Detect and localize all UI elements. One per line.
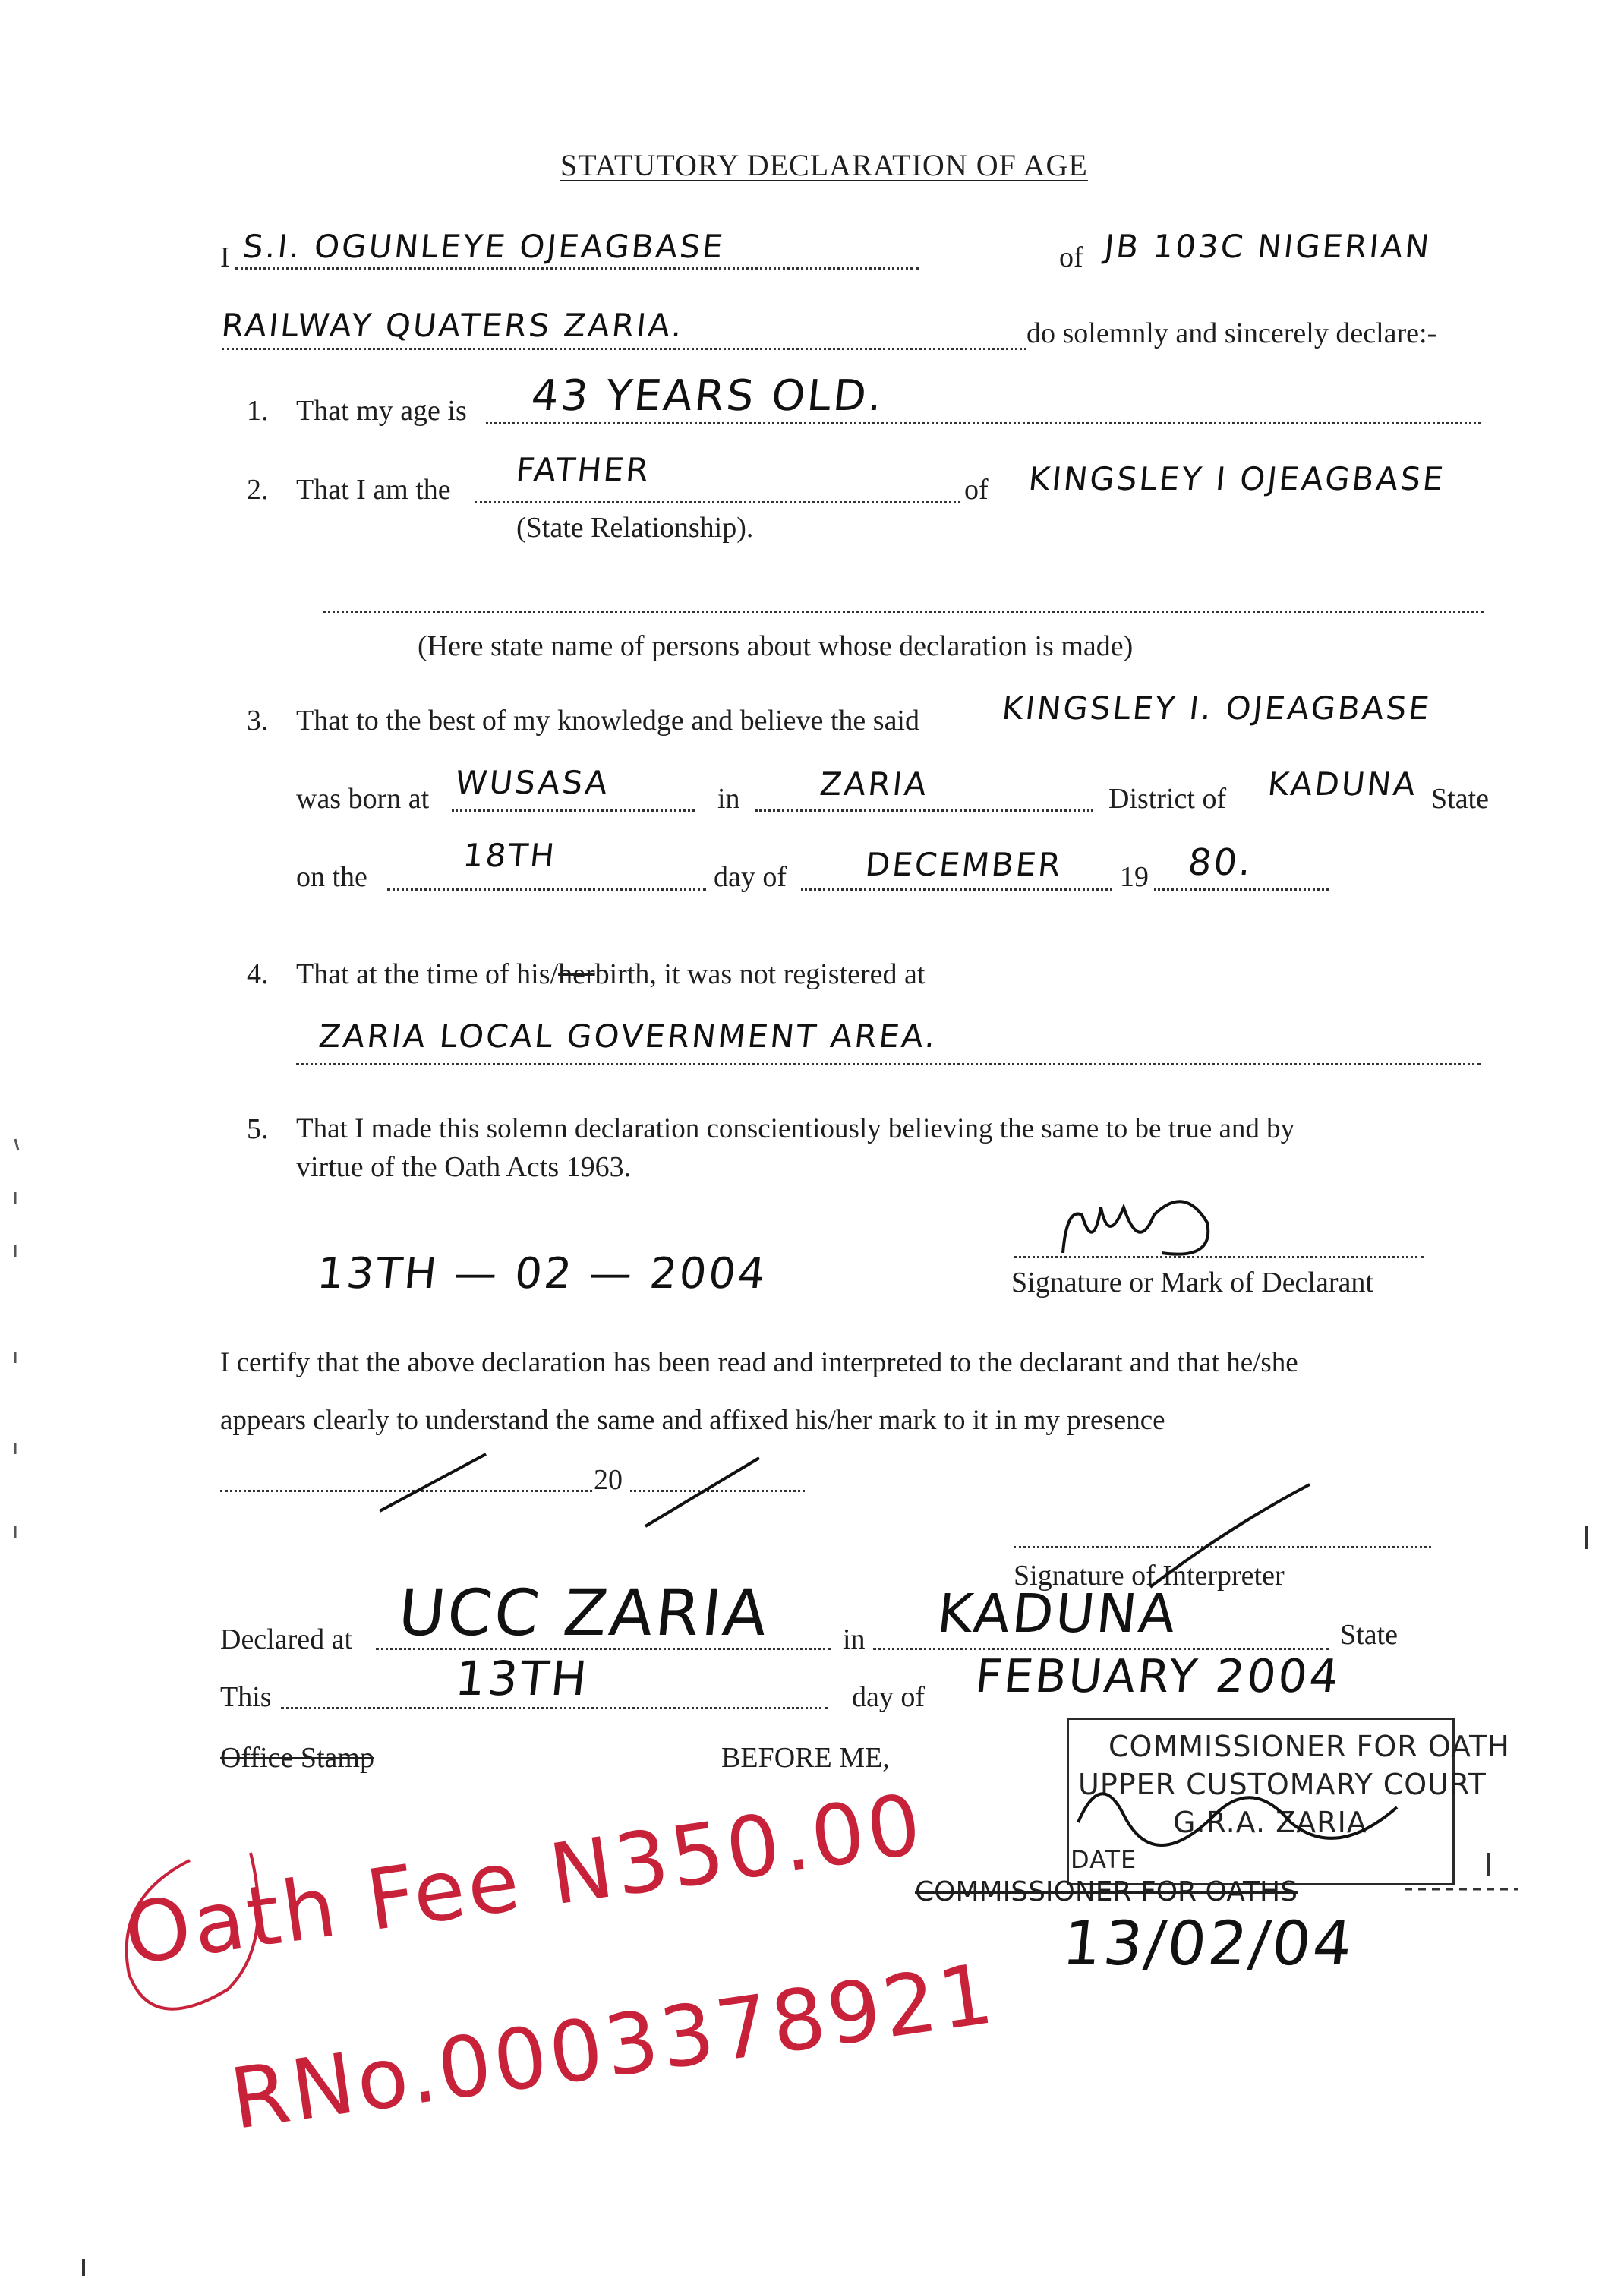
clause-2-person: KINGSLEY I OJEAGBASE [1026,460,1448,497]
clause-3-number: 3. [247,705,269,737]
address-line1: JB 103C NIGERIAN [1102,228,1433,265]
declared-at-label: Declared at [220,1623,353,1655]
month-value: DECEMBER [863,846,1065,883]
age-value: 43 YEARS OLD. [528,371,887,421]
declared-day-of-label: day of [852,1681,926,1713]
clause-2-number: 2. [247,474,269,506]
commissioner-text: COMMISSIONER FOR OATHS [915,1876,1298,1907]
on-the-label: on the [296,861,367,893]
clause-5-line1: That I made this solemn declaration conscientiously believing the same to be true and by [296,1113,1295,1144]
this-label: This [220,1681,272,1713]
certify-year-prefix: 20 [594,1464,623,1496]
state-relationship-hint: (State Relationship). [516,512,754,544]
declarant-signature-mark [1063,1201,1208,1254]
clause-4-text-pre: That at the time of his/ [296,958,559,990]
red-loop-mark [127,1853,258,2009]
clause-4-number: 4. [247,958,269,990]
declared-in-label: in [843,1623,866,1655]
signature-label: Signature or Mark of Declarant [1011,1267,1373,1298]
clause-1-text: That my age is [296,395,467,427]
state-label: State [1431,783,1489,815]
declared-day-value: 13TH [453,1651,592,1706]
persons-hint: (Here state name of persons about whose declaration is made) [418,630,1134,662]
district-value: KADUNA [1266,765,1420,803]
cross-out-stroke-1 [380,1454,486,1511]
century-label: 19 [1120,861,1149,893]
day-of-label: day of [714,861,787,893]
document-title: STATUTORY DECLARATION OF AGE [560,148,1088,182]
oath-fee-note: Oath Fee N350.00 [118,1775,930,1984]
clause-2-of-label: of [964,474,989,506]
receipt-number-note: RNo.0003378921 [225,1944,1001,2149]
declared-date-value: FEBUARY 2004 [973,1650,1344,1703]
stamp-line1: COMMISSIONER FOR OATH [1108,1730,1510,1763]
born-at-value: WUSASA [453,764,612,801]
cross-out-stroke-2 [645,1458,759,1526]
stamp-line2: UPPER CUSTOMARY COURT [1078,1768,1487,1801]
declare-text: do solemnly and sincerely declare:- [1026,317,1437,349]
intro-prefix: I [220,241,230,273]
clause-5-number: 5. [247,1113,269,1145]
clause-4-text-post: birth, it was not registered at [594,958,926,990]
interpreter-label: Signature of Interpreter [1014,1560,1285,1592]
year-value: 80. [1186,841,1256,884]
declared-state-label: State [1340,1619,1398,1651]
day-value: 18TH [461,837,559,874]
before-me-label: BEFORE ME, [721,1742,890,1774]
clause-5-line2: virtue of the Oath Acts 1963. [296,1151,632,1183]
clause-3-text: That to the best of my knowledge and believe the said [296,705,919,737]
clause-2-text: That I am the [296,474,451,506]
declared-state-value: KADUNA [934,1582,1181,1645]
stamp-date: 13/02/04 [1059,1908,1358,1979]
declarant-name: S.I. OGUNLEYE OJEAGBASE [241,228,727,265]
clause-1-number: 1. [247,395,269,427]
of-label: of [1059,241,1083,273]
registration-area: ZARIA LOCAL GOVERNMENT AREA. [317,1018,940,1055]
address-line2: RAILWAY QUATERS ZARIA. [219,307,686,344]
edge-marks [1488,1526,1587,1876]
stamp-line4: DATE [1071,1845,1137,1874]
margin-ticks [15,1139,18,1538]
certify-line2: appears clearly to understand the same and affixed his/her mark to it in my presence [220,1405,1165,1436]
certify-line1: I certify that the above declaration has been read and interpreted to the declarant and that he/she [220,1347,1298,1378]
commissioner-signature [1078,1794,1397,1845]
office-stamp-text: Office Stamp [220,1742,374,1774]
district-label: District of [1108,783,1227,815]
stamp-line3: G.R.A. ZARIA [1173,1806,1367,1839]
clause-4-struck-word: her [558,958,595,990]
relationship-value: FATHER [514,451,653,488]
cross-out-stroke-3 [1150,1484,1310,1587]
clause-3-person: KINGSLEY I. OJEAGBASE [1000,689,1433,727]
declared-place: UCC ZARIA [394,1576,774,1650]
born-at-label: was born at [296,783,430,815]
in-label: in [717,783,740,815]
in-value: ZARIA [818,765,931,803]
declaration-date: 13TH — 02 — 2004 [314,1249,771,1298]
